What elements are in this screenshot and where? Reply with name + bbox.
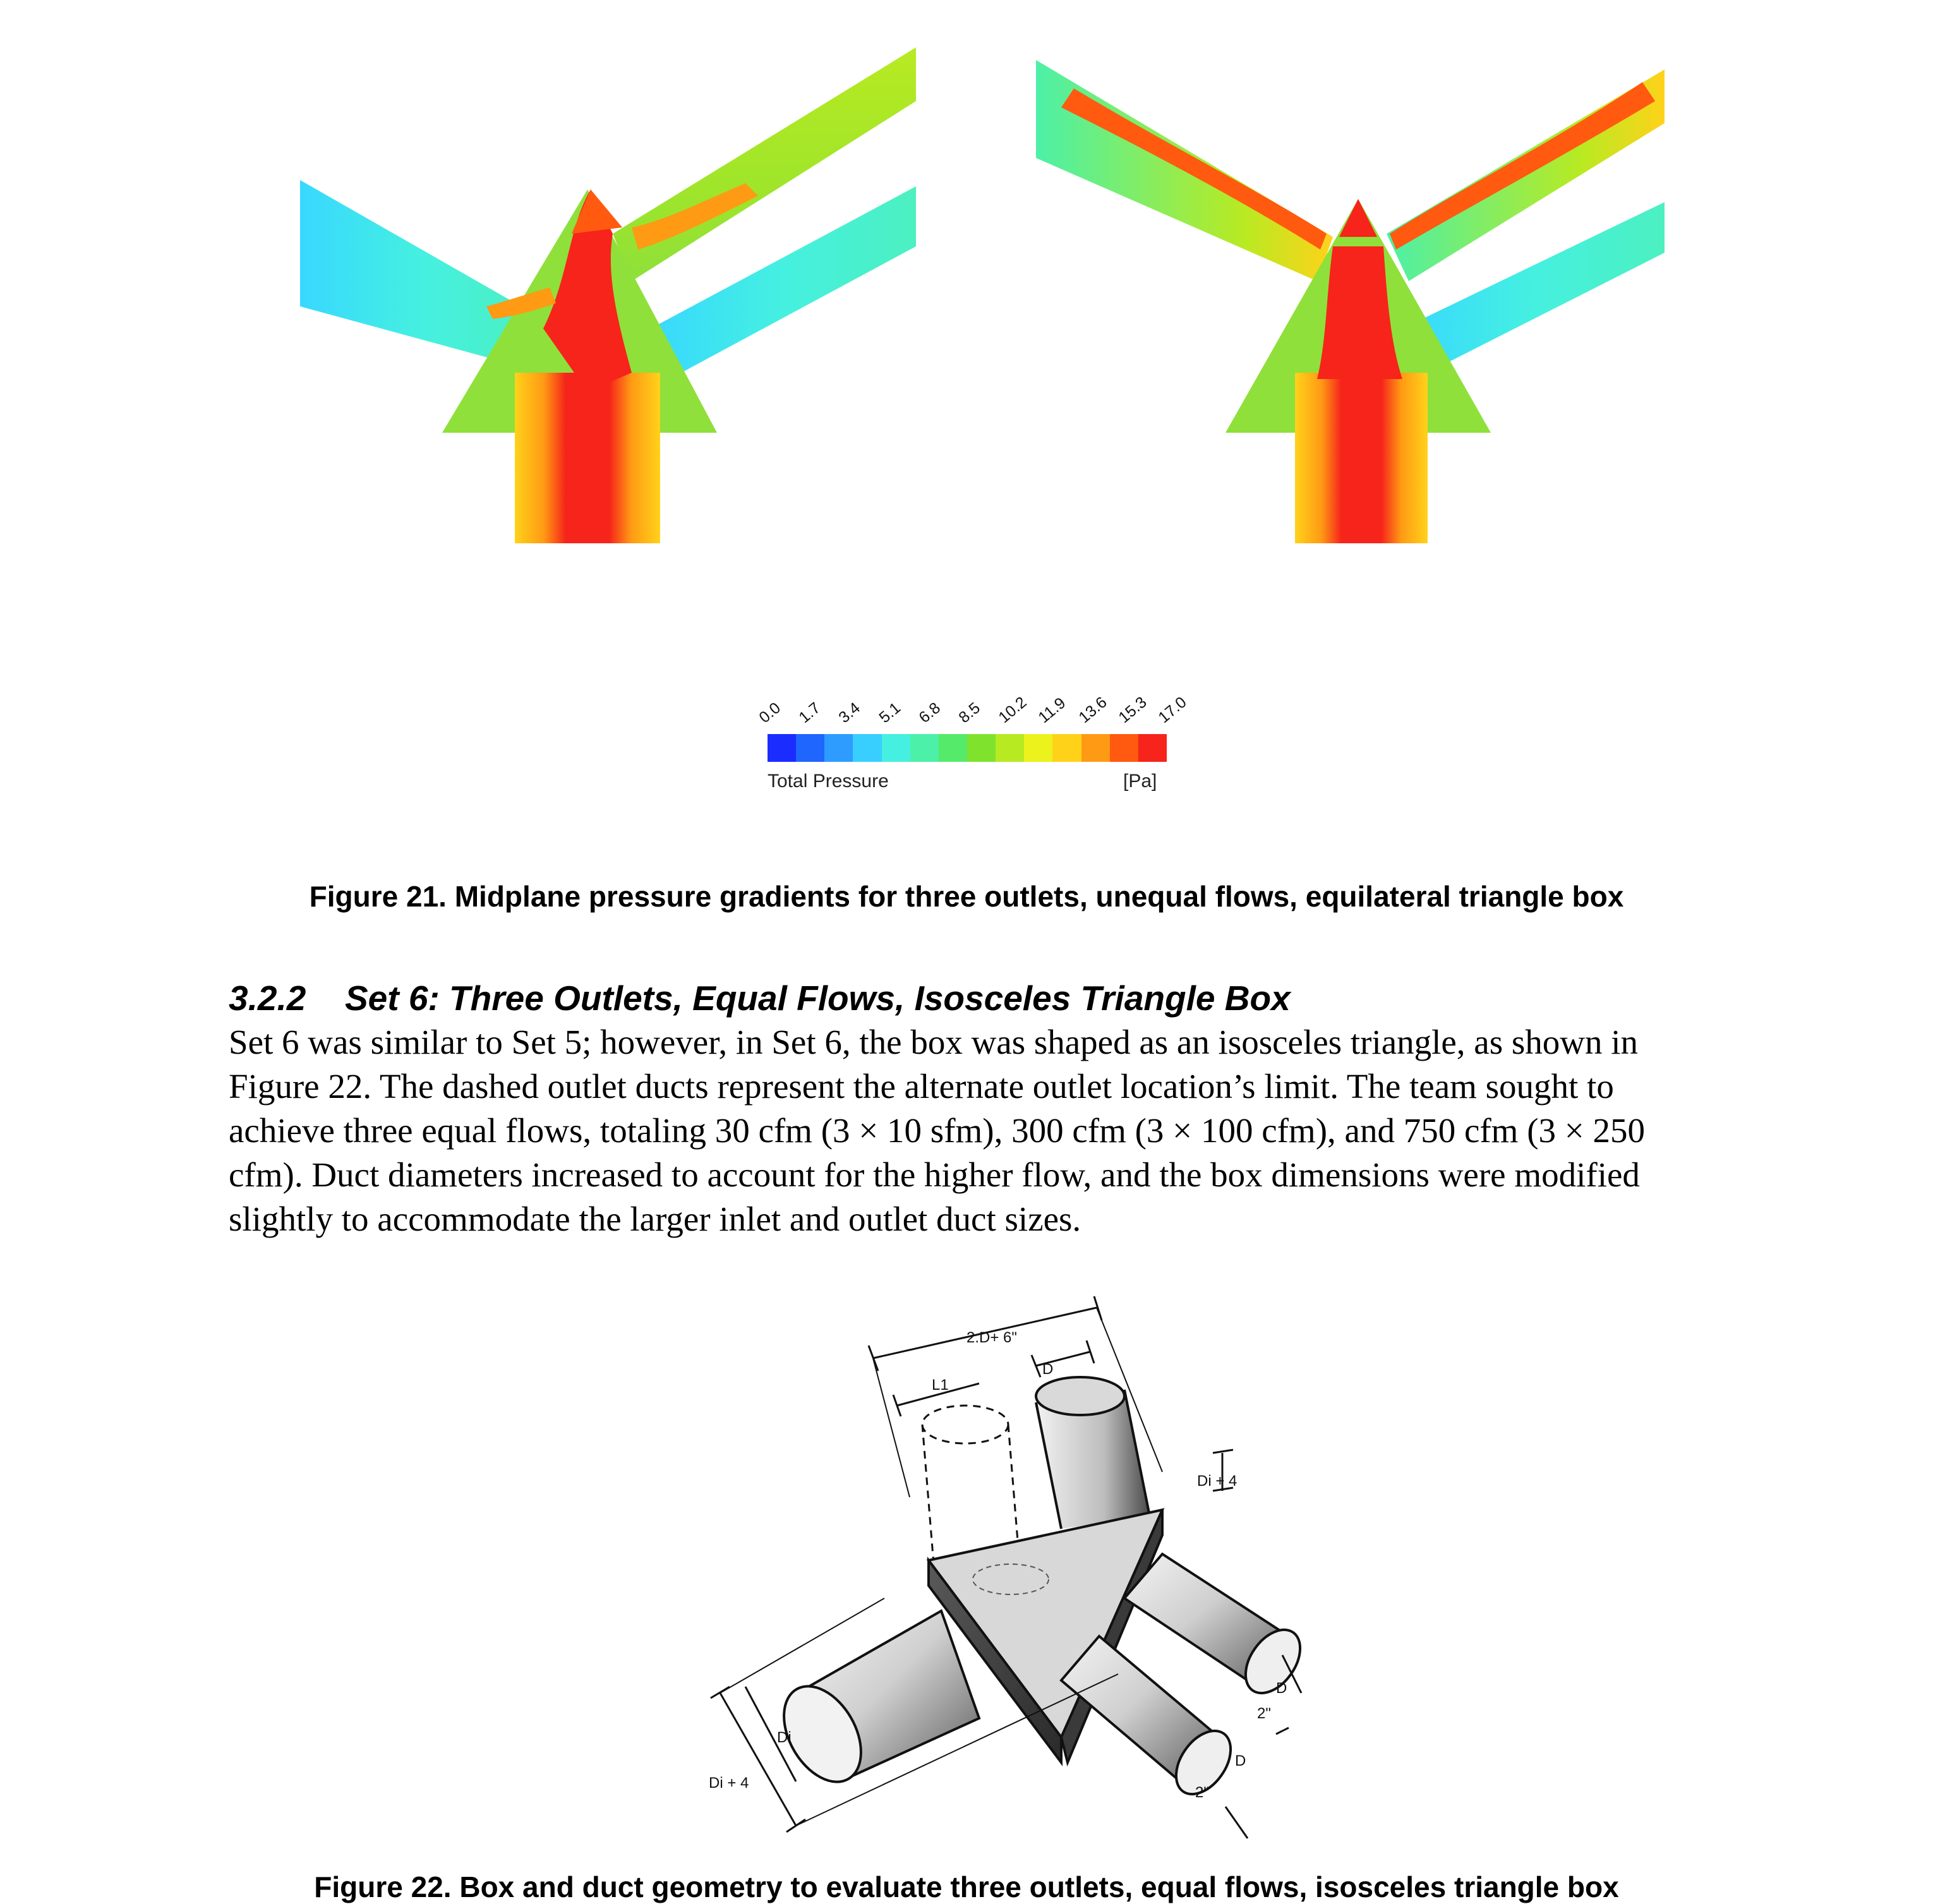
- colorbar-tick-label: 5.1: [875, 699, 904, 727]
- colorbar-swatch: [768, 734, 796, 762]
- dim-d-right-lower: D: [1235, 1752, 1246, 1769]
- colorbar-swatch: [796, 734, 824, 762]
- colorbar-swatch: [882, 734, 910, 762]
- dim-box-width: 2.D+ 6": [966, 1329, 1017, 1346]
- colorbar-swatch: [939, 734, 967, 762]
- colorbar-swatch: [1138, 734, 1167, 762]
- colorbar-tick-label: 1.7: [795, 699, 824, 727]
- section-title: Set 6: Three Outlets, Equal Flows, Isosceles Triangle Box: [345, 979, 1291, 1018]
- contour-plot-left: [300, 47, 916, 543]
- pressure-contour-plots: [0, 0, 1933, 632]
- colorbar: [768, 734, 1167, 762]
- colorbar-swatch: [910, 734, 939, 762]
- figure-22-caption: Figure 22. Box and duct geometry to evaluate three outlets, equal flows, isosceles triangle box: [314, 1871, 1619, 1903]
- dim-gap-upper: 2": [1257, 1705, 1271, 1722]
- section-number: 3.2.2: [229, 979, 306, 1018]
- dim-d-top: D: [1042, 1361, 1054, 1378]
- section-3-2-2: [229, 976, 1719, 1241]
- colorbar-swatch: [996, 734, 1024, 762]
- section-body-paragraph: Set 6 was similar to Set 5; however, in Set 6, the box was shaped as an isosceles triangle, as shown in Figure 22. The dashed outlet ducts represent the alternate outlet location’s limit. The team sought to achieve three equal flows, totaling 30 cfm (3 × 10 sfm), 300 cfm (3 × 100 cfm), and 750 cfm (3 × 250 cfm). Duct diameters increased to account for the higher flow, and the box dimensions were modified slightly to accommodate the larger inlet and outlet duct sizes.: [229, 1023, 1646, 1238]
- colorbar-swatch: [1110, 734, 1138, 762]
- figure-22-geometry-drawing: [682, 1282, 1314, 1851]
- colorbar-tick-label: 10.2: [995, 693, 1030, 727]
- dim-di: Di: [777, 1729, 792, 1746]
- colorbar-swatch: [1052, 734, 1081, 762]
- dim-l1: L1: [932, 1377, 949, 1394]
- colorbar-tick-label: 13.6: [1075, 693, 1111, 727]
- section-heading: [229, 976, 1719, 1020]
- colorbar-tick-label: 8.5: [955, 699, 984, 727]
- dim-di-plus-4-left: Di + 4: [709, 1774, 749, 1792]
- colorbar-quantity-label: Total Pressure: [768, 771, 889, 792]
- colorbar-unit-label: [Pa]: [1123, 771, 1157, 792]
- figure-21: [0, 0, 1933, 929]
- colorbar-tick-label: 6.8: [915, 699, 944, 727]
- figure-21-caption: Figure 21. Midplane pressure gradients for three outlets, unequal flows, equilateral triangle box: [309, 880, 1624, 913]
- colorbar-swatch: [967, 734, 996, 762]
- colorbar-swatch: [824, 734, 853, 762]
- contour-plot-right: [1036, 60, 1665, 543]
- dim-gap-lower: 2": [1195, 1784, 1209, 1801]
- colorbar-tick-label: 11.9: [1035, 694, 1069, 727]
- colorbar-tick-label: 0.0: [756, 699, 784, 727]
- dim-d-right-upper: D: [1276, 1680, 1287, 1697]
- colorbar-tick-label: 3.4: [835, 699, 864, 727]
- dim-di-plus-4-right: Di + 4: [1197, 1473, 1237, 1490]
- colorbar-swatch: [1081, 734, 1110, 762]
- colorbar-legend: [758, 663, 1200, 802]
- colorbar-swatch: [1024, 734, 1052, 762]
- colorbar-tick-label: 15.3: [1115, 693, 1150, 727]
- colorbar-swatch: [853, 734, 881, 762]
- colorbar-tick-label: 17.0: [1155, 693, 1190, 727]
